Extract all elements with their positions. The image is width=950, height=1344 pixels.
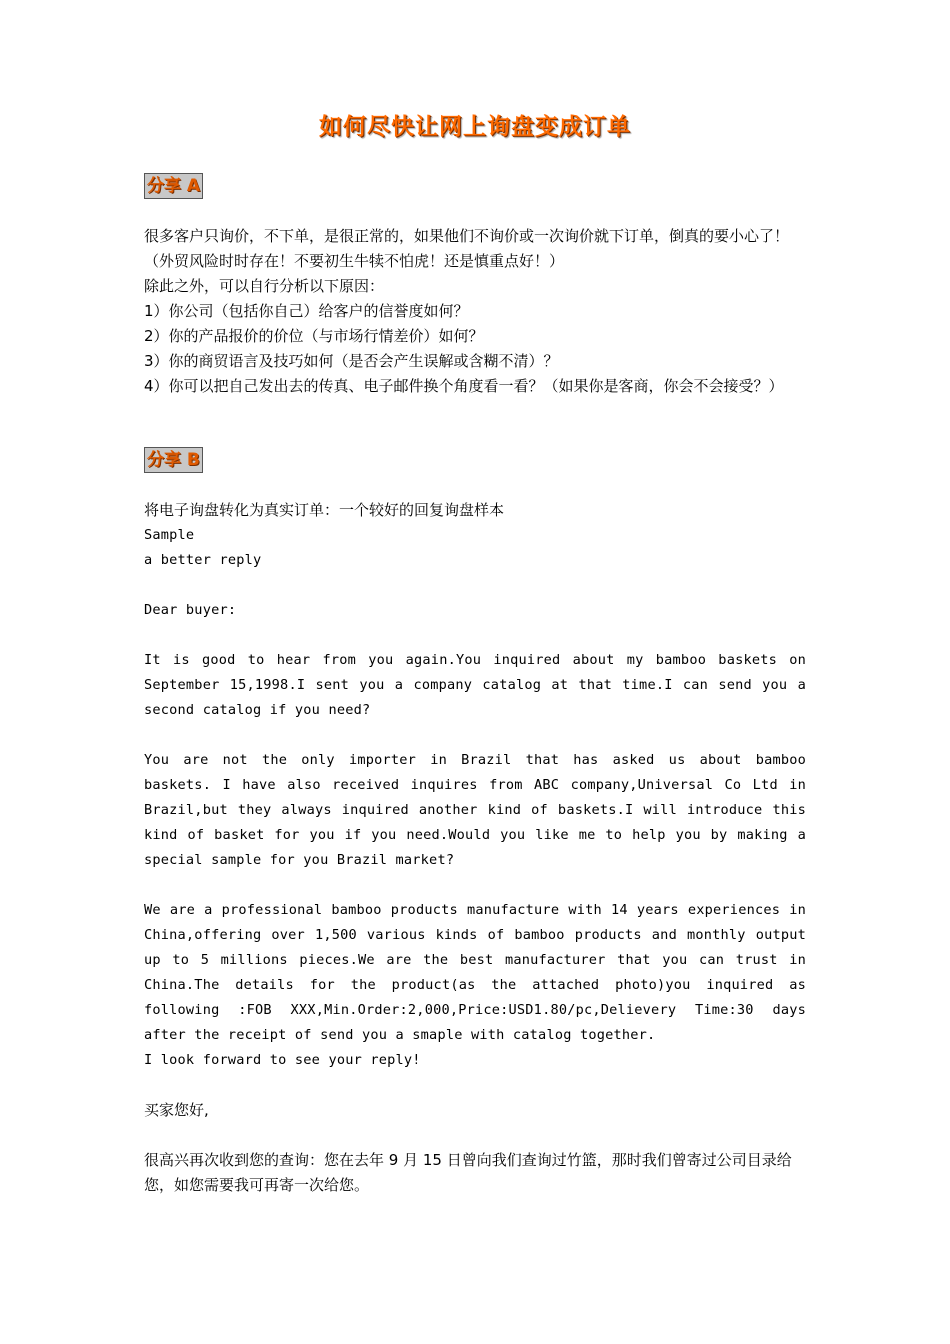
document-title: 如何尽快让网上询盘变成订单: [319, 114, 631, 140]
section-a-lead: 除此之外，可以自行分析以下原因：: [144, 277, 385, 295]
cn-greeting: 买家您好,: [144, 1101, 209, 1119]
section-b-label: 分享 B: [144, 447, 203, 473]
section-a-item-1: 1）你公司（包括你自己）给客户的信誉度如何？: [144, 302, 469, 320]
letter-paragraph-1: It is good to hear from you again.You inquired about my bamboo baskets on September 15,1998.I sent you a company catalog at that time.I can send you a second catalog if you need?: [144, 652, 806, 718]
section-a-intro: 很多客户只询价，不下单，是很正常的，如果他们不询价或一次询价就下订单，倒真的要小心了！（外贸风险时时存在！不要初生牛犊不怕虎！还是慎重点好！）: [144, 227, 790, 270]
letter-paragraph-3: We are a professional bamboo products manufacture with 14 years experiences in China,offering over 1,500 various kinds of bamboo products and monthly output up to 5 millions pieces.We are the best manufacturer that you can trust in China.The details for the product(as the attached photo)you inquired as following :FOB XXX,Min.Order:2,000,Price:USD1.80/pc,Delievery Time:30 days after the receipt of send you a smaple with catalog together.: [144, 902, 806, 1043]
section-a-label: 分享 A: [144, 173, 203, 199]
letter-paragraph-2: You are not the only importer in Brazil that has asked us about bamboo baskets. I have also received inquires from ABC company,Universal Co Ltd in Brazil,but they always inquired another kind of baskets.I will introduce this kind of basket for you if you need.Would you like me to help you by making a special sample for you Brazil market?: [144, 752, 806, 868]
sample-label: Sample: [144, 527, 195, 543]
letter-closing: I look forward to see your reply!: [144, 1052, 421, 1068]
section-a-item-3: 3）你的商贸语言及技巧如何（是否会产生误解或含糊不清）？: [144, 352, 559, 370]
letter-greeting: Dear buyer:: [144, 602, 237, 618]
section-a-body: [144, 224, 806, 399]
section-b-body: [144, 498, 806, 1198]
sample-subtitle: a better reply: [144, 552, 262, 568]
section-a-item-4: 4）你可以把自己发出去的传真、电子邮件换个角度看一看？（如果你是客商，你会不会接受？）: [144, 377, 784, 395]
cn-paragraph-1: 很高兴再次收到您的查询：您在去年 9 月 15 日曾向我们查询过竹篮，那时我们曾寄过公司目录给您，如您需要我可再寄一次给您。: [144, 1151, 792, 1194]
section-a-item-2: 2）你的产品报价的价位（与市场行情差价）如何？: [144, 327, 484, 345]
section-b-heading: 将电子询盘转化为真实订单：一个较好的回复询盘样本: [144, 501, 505, 519]
